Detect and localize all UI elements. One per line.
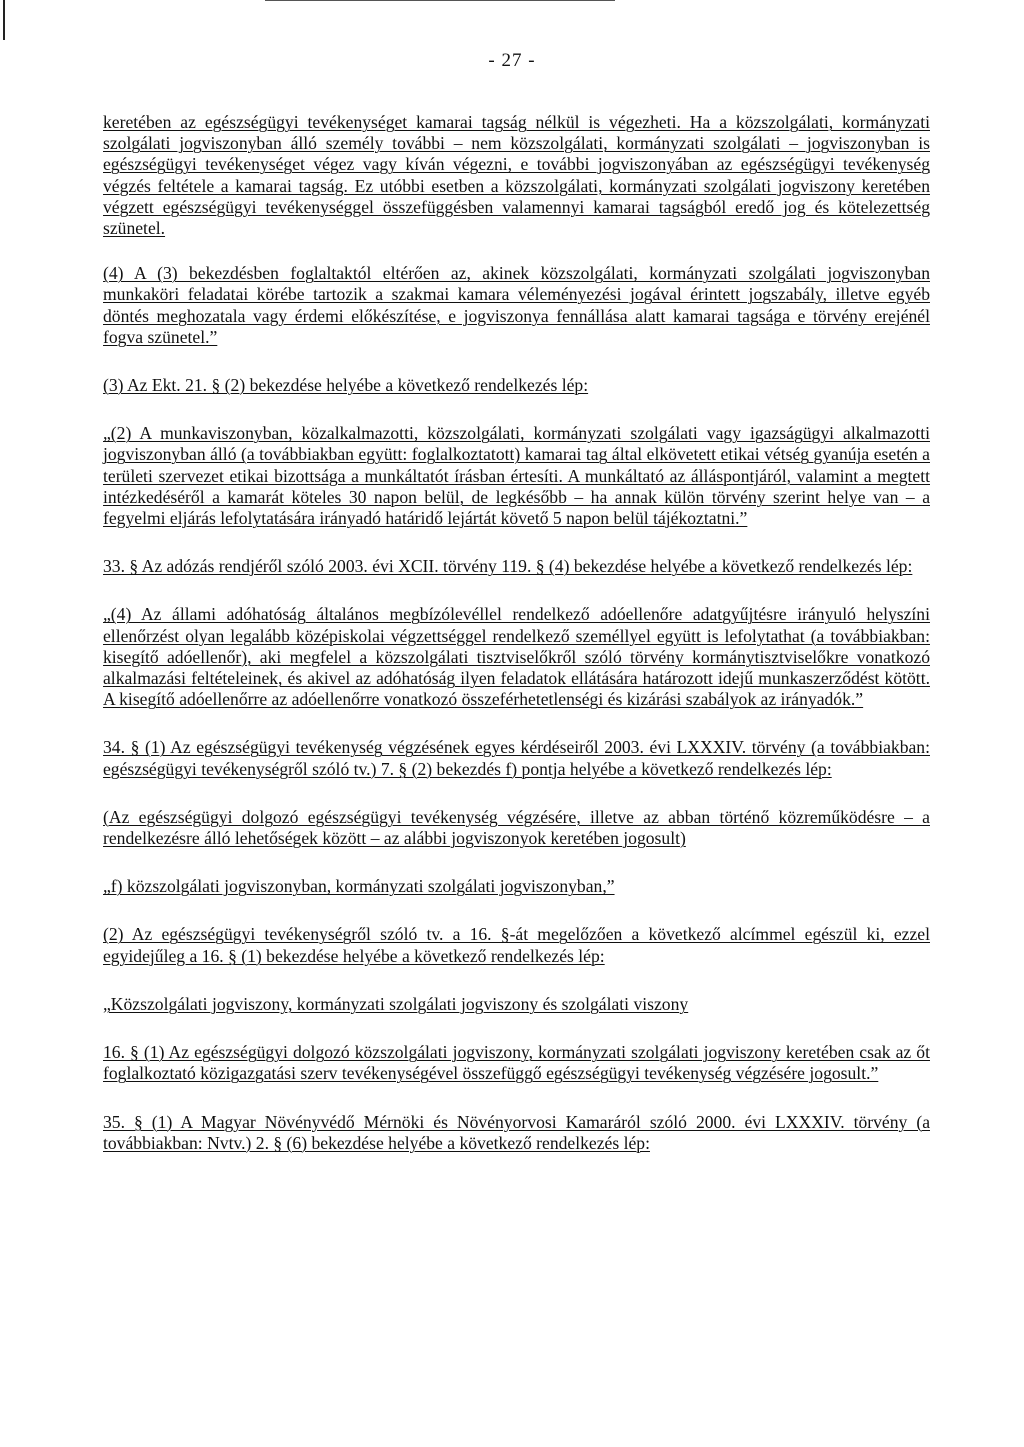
paragraph-section-34-1: 34. § (1) Az egészségügyi tevékenység végzésének egyes kérdéseiről 2003. évi LXXXIV. törvény (a továbbiakban: egészségügyi tevékenységről szóló tv.) 7. § (2) bekezdés f) pontja helyébe a következő rendelkezés lép:: [103, 737, 930, 779]
paragraph-subtitle: „Közszolgálati jogviszony, kormányzati szolgálati jogviszony és szolgálati viszony: [103, 993, 689, 1014]
paragraph-subsection-4: (4) A (3) bekezdésben foglaltaktól eltérően az, akinek közszolgálati, kormányzati szolgálati jogviszonyban munkaköri feladatai körébe tartozik a szakmai kamara véleményezési jogával érintett jogszabály, illetve egyéb döntés meghozatala vagy érdemi előkészítése, e jogviszonya fennállása alatt kamarai tagsága e törvény erejénél fogva szünetel.”: [103, 263, 930, 347]
paragraph-ekt-21-amendment: (3) Az Ekt. 21. § (2) bekezdése helyébe a következő rendelkezés lép:: [103, 375, 589, 396]
paragraph-section-33: 33. § Az adózás rendjéről szóló 2003. évi XCII. törvény 119. § (4) bekezdése helyébe a következő rendelkezés lép:: [103, 556, 913, 577]
scan-top-mark: [265, 0, 615, 1]
paragraph-section-34-point-f: „f) közszolgálati jogviszonyban, kormányzati szolgálati jogviszonyban,”: [103, 876, 615, 897]
paragraph-eligibility-continuation: keretében az egészségügyi tevékenységet kamarai tagság nélkül is végezheti. Ha a közszolgálati, kormányzati szolgálati jogviszonyban álló személy további – nem közszolgálati, kormányzati szolgálati – jogviszonyban is egészségügyi tevékenységet végez vagy kíván végezni, e további jogviszonyában az egészségügyi tevékenység végzés feltétele a kamarai tagság. Ez utóbbi esetben a közszolgálati, kormányzati szolgálati jogviszony keretében végzett egészségügyi tevékenységgel összefüggésben valamennyi kamarai tagságból eredő jog és kötelezettség szünetel.: [103, 112, 930, 239]
paragraph-section-16-1: 16. § (1) Az egészségügyi dolgozó közszolgálati jogviszony, kormányzati szolgálati jogviszony keretében csak az őt foglalkoztató közigazgatási szerv tevékenységével összefüggő egészségügyi tevékenység végzésére jogosult.”: [103, 1042, 930, 1084]
page-number: - 27 -: [488, 50, 536, 71]
paragraph-section-33-text: „(4) Az állami adóhatóság általános megbízólevéllel rendelkező adóellenőre adatgyűjtésre irányuló helyszíni ellenőrzést olyan legalább középiskolai végzettséggel rendelkező személlyel együtt is lefolytathat (a továbbiakban: kisegítő adóellenőr), aki megfelel a közszolgálati tisztviselőkről szóló törvény kormánytisztviselőkre vonatkozó alkalmazási feltételeinek, és akivel az adóhatóság ilyen feladatok ellátására határozott idejű munkaszerződést kötött. A kisegítő adóellenőrre az adóellenőrre vonatkozó összeférhetetlenségi és kizárási szabályok az irányadók.”: [103, 604, 930, 710]
paragraph-section-34-2: (2) Az egészségügyi tevékenységről szóló tv. a 16. §-át megelőzően a következő alcímmel egészül ki, ezzel egyidejűleg a 16. § (1) bekezdése helyébe a következő rendelkezés lép:: [103, 924, 930, 966]
paragraph-section-34-context: (Az egészségügyi dolgozó egészségügyi tevékenység végzésére, illetve az abban történő közreműködésre – a rendelkezésre álló lehetőségek között – az alábbi jogviszonyok keretében jogosult): [103, 806, 930, 849]
scan-edge-mark: [3, 0, 5, 40]
paragraph-ekt-21-2-text: „(2) A munkaviszonyban, közalkalmazotti, közszolgálati, kormányzati szolgálati vagy igazságügyi alkalmazotti jogviszonyban álló (a továbbiakban együtt: foglalkoztatott) kamarai tag által elkövetett etikai vétség gyanúja esetén a területi szervezet etikai bizottsága a munkáltatót írásban értesíti. A munkáltató az álláspontjáról, valamint a megtett intézkedéséről a kamarát köteles 30 napon belül, de legkésőbb – ha annak külön törvény szerint helye van – a fegyelmi eljárás lefolytatására irányadó határidő lejártát követő 5 napon belül tájékoztatni.”: [103, 423, 930, 529]
paragraph-section-35-1: 35. § (1) A Magyar Növényvédő Mérnöki és Növényorvosi Kamaráról szóló 2000. évi LXXXIV. törvény (a továbbiakban: Nvtv.) 2. § (6) bekezdése helyébe a következő rendelkezés lép:: [103, 1111, 930, 1153]
document-body: [103, 112, 930, 1154]
